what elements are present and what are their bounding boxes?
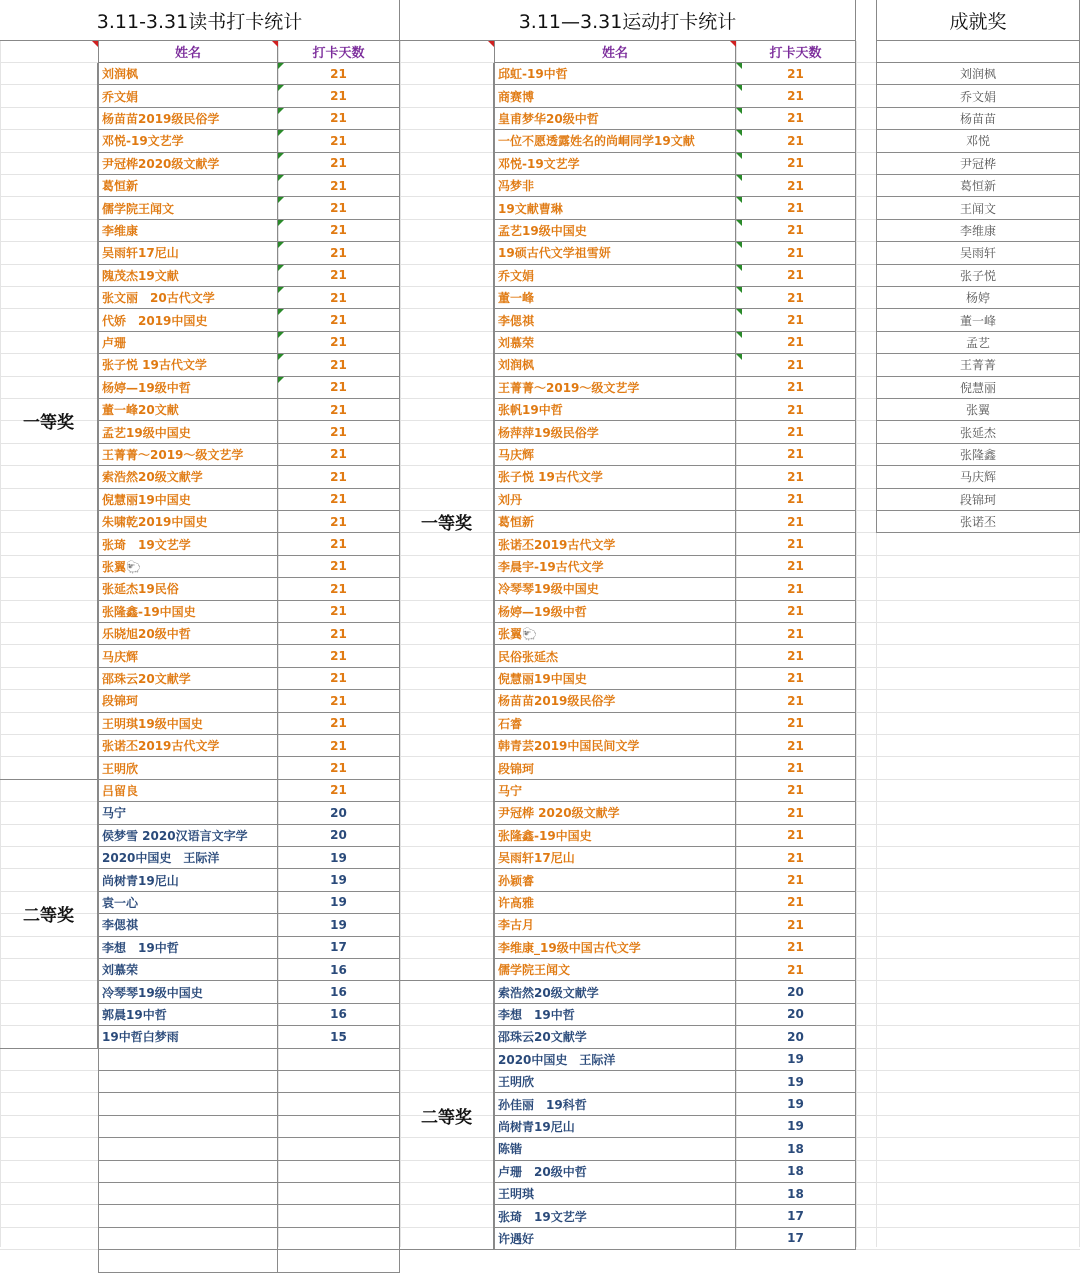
reading-days-cell: 21 [278, 780, 400, 802]
achievement-name-cell: 孟艺 [876, 332, 1080, 354]
reading-days-cell: 21 [278, 690, 400, 712]
sports-name-header: 姓名 [494, 41, 736, 63]
sports-name-cell: 韩青芸2019中国民间文学 [494, 735, 736, 757]
reading-days-cell: 16 [278, 959, 400, 981]
sports-days-cell: 21 [736, 444, 856, 466]
reading-name-cell: 倪慧丽19中国史 [98, 489, 278, 511]
sports-name-cell: 吴雨轩17尼山 [494, 847, 736, 869]
reading-name-cell: 2020中国史 王际洋 [98, 847, 278, 869]
sports-name-cell: 马庆辉 [494, 444, 736, 466]
reading-days-cell: 21 [278, 242, 400, 264]
reading-days-cell: 16 [278, 1004, 400, 1026]
cell-marker [736, 63, 742, 69]
reading-days-cell: 21 [278, 601, 400, 623]
reading-days-cell: 19 [278, 914, 400, 936]
reading-days-cell: 21 [278, 444, 400, 466]
reading-days-cell: 21 [278, 63, 400, 85]
sports-days-cell: 21 [736, 892, 856, 914]
sports-name-cell: 段锦珂 [494, 757, 736, 779]
sports-name-cell: 2020中国史 王际洋 [494, 1049, 736, 1071]
sports-name-cell: 杨萍萍19级民俗学 [494, 421, 736, 443]
sports-name-cell: 皇甫梦华20级中哲 [494, 108, 736, 130]
cell-marker [278, 309, 284, 315]
sports-days-cell: 21 [736, 265, 856, 287]
sports-days-cell: 21 [736, 197, 856, 219]
achievement-name-cell: 葛恒新 [876, 175, 1080, 197]
reading-days-cell: 21 [278, 309, 400, 331]
reading-name-cell: 邓悦-19文艺学 [98, 130, 278, 152]
sports-name-cell: 刘慕荣 [494, 332, 736, 354]
sports-name-cell: 19文献曹琳 [494, 197, 736, 219]
sports-name-cell: 19硕古代文学祖雪妍 [494, 242, 736, 264]
sports-days-cell: 19 [736, 1093, 856, 1115]
reading-name-cell [98, 1138, 278, 1160]
reading-name-cell: 隗茂杰19文献 [98, 265, 278, 287]
cell-marker [736, 197, 742, 203]
achievement-name-cell: 马庆辉 [876, 466, 1080, 488]
reading-title: 3.11-3.31读书打卡统计 [0, 0, 400, 41]
achievement-name-cell: 董一峰 [876, 309, 1080, 331]
cell-marker [278, 287, 284, 293]
achievement-name-cell: 张延杰 [876, 421, 1080, 443]
sports-days-cell: 21 [736, 175, 856, 197]
reading-name-cell: 乐晓旭20级中哲 [98, 623, 278, 645]
reading-days-cell: 21 [278, 220, 400, 242]
reading-name-cell: 张琦 19文艺学 [98, 533, 278, 555]
cell-marker [278, 377, 284, 383]
sports-name-cell: 葛恒新 [494, 511, 736, 533]
reading-days-cell: 20 [278, 802, 400, 824]
reading-name-cell: 杨苗苗2019级民俗学 [98, 108, 278, 130]
reading-name-cell: 王菁菁～2019～级文艺学 [98, 444, 278, 466]
reading-days-cell: 19 [278, 869, 400, 891]
sports-days-cell: 19 [736, 1071, 856, 1093]
sports-name-cell: 李古月 [494, 914, 736, 936]
cell-marker [278, 153, 284, 159]
reading-name-cell: 19中哲白梦雨 [98, 1026, 278, 1048]
sports-name-cell: 孙颖睿 [494, 869, 736, 891]
sports-days-cell: 21 [736, 130, 856, 152]
reading-days-cell: 21 [278, 377, 400, 399]
achievement-name-cell: 乔文娟 [876, 85, 1080, 107]
sports-name-cell: 王菁菁～2019～级文艺学 [494, 377, 736, 399]
sports-name-cell: 邱虹-19中哲 [494, 63, 736, 85]
reading-days-cell: 21 [278, 421, 400, 443]
cell-marker [736, 354, 742, 360]
cell-marker [736, 175, 742, 181]
achievement-header-spacer [876, 41, 1080, 63]
achievement-name-cell: 杨婷 [876, 287, 1080, 309]
sports-days-cell: 20 [736, 981, 856, 1003]
achievement-name-cell: 刘润枫 [876, 63, 1080, 85]
sports-days-cell: 21 [736, 489, 856, 511]
sports-name-cell: 董一峰 [494, 287, 736, 309]
reading-days-cell: 21 [278, 668, 400, 690]
reading-name-cell: 吴雨轩17尼山 [98, 242, 278, 264]
reading-days-cell [278, 1138, 400, 1160]
sports-name-cell: 倪慧丽19中国史 [494, 668, 736, 690]
sports-days-cell: 21 [736, 220, 856, 242]
reading-name-cell: 刘慕荣 [98, 959, 278, 981]
reading-name-cell: 孟艺19级中国史 [98, 421, 278, 443]
achievement-name-cell: 王闻文 [876, 197, 1080, 219]
reading-name-cell [98, 1049, 278, 1071]
sports-days-cell: 21 [736, 914, 856, 936]
reading-name-header: 姓名 [98, 41, 278, 63]
reading-days-cell: 21 [278, 153, 400, 175]
sports-name-cell: 李偲祺 [494, 309, 736, 331]
sports-name-cell: 邓悦-19文艺学 [494, 153, 736, 175]
cell-marker [736, 220, 742, 226]
reading-days-cell: 21 [278, 533, 400, 555]
cell-marker [736, 85, 742, 91]
sports-name-cell: 卢珊 20级中哲 [494, 1161, 736, 1183]
reading-name-cell: 杨婷—19级中哲 [98, 377, 278, 399]
cell-marker [278, 220, 284, 226]
sports-days-cell: 21 [736, 354, 856, 376]
reading-name-cell: 张诺丕2019古代文学 [98, 735, 278, 757]
sports-days-cell: 18 [736, 1183, 856, 1205]
reading-days-cell: 19 [278, 847, 400, 869]
reading-days-header: 打卡天数 [278, 41, 400, 63]
cell-marker [278, 197, 284, 203]
sports-title: 3.11—3.31运动打卡统计 [400, 0, 856, 41]
reading-days-cell: 21 [278, 757, 400, 779]
reading-days-cell: 21 [278, 265, 400, 287]
sports-days-cell: 21 [736, 85, 856, 107]
reading-name-cell: 袁一心 [98, 892, 278, 914]
reading-name-cell [98, 1183, 278, 1205]
sports-days-cell: 21 [736, 713, 856, 735]
reading-name-cell: 王明欣 [98, 757, 278, 779]
achievement-name-cell: 杨苗苗 [876, 108, 1080, 130]
reading-days-cell [278, 1205, 400, 1227]
achievement-name-cell: 吴雨轩 [876, 242, 1080, 264]
reading-name-cell [98, 1205, 278, 1227]
reading-days-cell [278, 1049, 400, 1071]
reading-days-cell: 21 [278, 130, 400, 152]
sports-days-cell: 21 [736, 242, 856, 264]
sports-days-cell: 21 [736, 869, 856, 891]
reading-name-cell: 王明琪19级中国史 [98, 713, 278, 735]
reading-name-cell: 卢珊 [98, 332, 278, 354]
cell-marker [278, 175, 284, 181]
reading-days-cell: 21 [278, 354, 400, 376]
reading-name-cell: 马宁 [98, 802, 278, 824]
cell-marker [278, 130, 284, 136]
reading-days-cell: 21 [278, 578, 400, 600]
sports-days-cell: 21 [736, 153, 856, 175]
sports-name-cell: 冷琴琴19级中国史 [494, 578, 736, 600]
cell-marker [736, 108, 742, 114]
reading-days-cell [278, 1250, 400, 1272]
reading-award-first: 一等奖 [0, 63, 98, 780]
reading-days-cell: 21 [278, 713, 400, 735]
reading-days-cell: 21 [278, 511, 400, 533]
reading-days-cell [278, 1116, 400, 1138]
cell-marker [736, 130, 742, 136]
achievement-name-cell: 张诺丕 [876, 511, 1080, 533]
reading-name-cell [98, 1250, 278, 1272]
reading-name-cell: 马庆辉 [98, 645, 278, 667]
reading-name-cell [98, 1071, 278, 1093]
sports-days-cell: 21 [736, 825, 856, 847]
reading-name-cell: 乔文娟 [98, 85, 278, 107]
reading-days-cell: 21 [278, 399, 400, 421]
reading-days-cell: 15 [278, 1026, 400, 1048]
sports-days-cell: 21 [736, 780, 856, 802]
reading-days-cell: 16 [278, 981, 400, 1003]
sports-name-cell: 孙佳丽 19科哲 [494, 1093, 736, 1115]
sports-name-cell: 石睿 [494, 713, 736, 735]
sports-days-cell: 21 [736, 645, 856, 667]
sports-award-first: 一等奖 [400, 63, 494, 981]
cell-marker [736, 332, 742, 338]
sports-days-cell: 17 [736, 1205, 856, 1227]
cell-marker [278, 85, 284, 91]
sports-days-cell: 21 [736, 668, 856, 690]
sports-name-cell: 刘丹 [494, 489, 736, 511]
reading-days-cell: 21 [278, 197, 400, 219]
comment-marker [92, 41, 98, 47]
grid-column [856, 41, 857, 1247]
sports-days-cell: 18 [736, 1138, 856, 1160]
sports-days-cell: 21 [736, 578, 856, 600]
sports-name-cell: 许遇好 [494, 1228, 736, 1250]
sports-name-cell: 冯梦非 [494, 175, 736, 197]
reading-days-cell [278, 1071, 400, 1093]
sports-days-cell: 21 [736, 332, 856, 354]
sports-name-cell: 杨婷—19级中哲 [494, 601, 736, 623]
cell-marker [278, 108, 284, 114]
reading-days-cell: 21 [278, 556, 400, 578]
cell-marker [278, 63, 284, 69]
cell-marker [278, 242, 284, 248]
cell-marker [736, 153, 742, 159]
sports-name-cell: 张帆19中哲 [494, 399, 736, 421]
achievement-name-cell: 倪慧丽 [876, 377, 1080, 399]
comment-marker [730, 41, 736, 47]
sports-name-cell: 李晨宇-19古代文学 [494, 556, 736, 578]
sports-name-cell: 王明琪 [494, 1183, 736, 1205]
reading-name-cell: 董一峰20文献 [98, 399, 278, 421]
cell-marker [736, 242, 742, 248]
achievement-name-cell: 尹冠桦 [876, 153, 1080, 175]
sports-name-cell: 孟艺19级中国史 [494, 220, 736, 242]
sports-name-cell: 儒学院王闻文 [494, 959, 736, 981]
sports-days-cell: 21 [736, 309, 856, 331]
sports-days-cell: 19 [736, 1049, 856, 1071]
reading-name-cell: 代娇 2019中国史 [98, 309, 278, 331]
sports-days-cell: 21 [736, 556, 856, 578]
sports-days-cell: 19 [736, 1116, 856, 1138]
sports-name-cell: 张隆鑫-19中国史 [494, 825, 736, 847]
reading-name-cell [98, 1093, 278, 1115]
sports-days-cell: 21 [736, 690, 856, 712]
sports-name-cell: 尹冠桦 2020级文献学 [494, 802, 736, 824]
comment-marker [488, 41, 494, 47]
reading-days-cell: 21 [278, 645, 400, 667]
reading-name-cell: 张子悦 19古代文学 [98, 354, 278, 376]
reading-days-cell: 21 [278, 287, 400, 309]
achievement-name-cell: 王菁菁 [876, 354, 1080, 376]
comment-marker [272, 41, 278, 47]
cell-marker [278, 265, 284, 271]
sports-name-cell: 张诺丕2019古代文学 [494, 533, 736, 555]
sports-name-cell: 张子悦 19古代文学 [494, 466, 736, 488]
sports-days-cell: 21 [736, 847, 856, 869]
cell-marker [736, 265, 742, 271]
sports-days-cell: 21 [736, 63, 856, 85]
sports-days-cell: 21 [736, 533, 856, 555]
achievement-name-cell: 张隆鑫 [876, 444, 1080, 466]
reading-name-cell: 索浩然20级文献学 [98, 466, 278, 488]
sports-award-second: 二等奖 [400, 981, 494, 1250]
reading-name-cell: 吕留良 [98, 780, 278, 802]
reading-name-cell: 张延杰19民俗 [98, 578, 278, 600]
reading-name-cell: 李想 19中哲 [98, 937, 278, 959]
reading-name-cell: 张文丽 20古代文学 [98, 287, 278, 309]
sports-name-cell: 马宁 [494, 780, 736, 802]
reading-days-cell [278, 1183, 400, 1205]
achievement-name-cell: 李维康 [876, 220, 1080, 242]
sports-name-cell: 民俗张延杰 [494, 645, 736, 667]
cell-marker [278, 354, 284, 360]
sports-days-cell: 21 [736, 287, 856, 309]
sports-days-cell: 21 [736, 466, 856, 488]
sports-name-cell: 尚树青19尼山 [494, 1116, 736, 1138]
sports-days-cell: 21 [736, 399, 856, 421]
reading-days-cell [278, 1093, 400, 1115]
sports-days-cell: 21 [736, 757, 856, 779]
sports-days-cell: 21 [736, 959, 856, 981]
achievement-name-cell: 段锦珂 [876, 489, 1080, 511]
reading-name-cell: 邵珠云20文献学 [98, 668, 278, 690]
sports-days-cell: 21 [736, 802, 856, 824]
cell-marker [736, 309, 742, 315]
sports-name-cell: 乔文娟 [494, 265, 736, 287]
sports-name-cell: 刘润枫 [494, 354, 736, 376]
reading-name-cell: 段锦珂 [98, 690, 278, 712]
cell-marker [278, 332, 284, 338]
sports-days-cell: 21 [736, 511, 856, 533]
reading-days-cell: 21 [278, 623, 400, 645]
reading-name-cell: 尚树青19尼山 [98, 869, 278, 891]
sports-days-cell: 20 [736, 1026, 856, 1048]
sports-days-cell: 18 [736, 1161, 856, 1183]
reading-name-cell [98, 1161, 278, 1183]
reading-name-cell: 张隆鑫-19中国史 [98, 601, 278, 623]
sports-name-cell: 索浩然20级文献学 [494, 981, 736, 1003]
sports-name-cell: 王明欣 [494, 1071, 736, 1093]
reading-days-cell: 21 [278, 466, 400, 488]
reading-name-cell: 朱啸乾2019中国史 [98, 511, 278, 533]
reading-days-cell: 21 [278, 735, 400, 757]
sports-name-cell: 邵珠云20文献学 [494, 1026, 736, 1048]
sports-name-cell: 张琦 19文艺学 [494, 1205, 736, 1227]
reading-name-cell: 冷琴琴19级中国史 [98, 981, 278, 1003]
reading-name-cell: 郭晨19中哲 [98, 1004, 278, 1026]
sports-days-cell: 17 [736, 1228, 856, 1250]
reading-days-cell: 21 [278, 489, 400, 511]
achievement-name-cell: 张子悦 [876, 265, 1080, 287]
reading-days-cell: 21 [278, 108, 400, 130]
achievement-name-cell: 邓悦 [876, 130, 1080, 152]
sports-days-cell: 21 [736, 108, 856, 130]
sports-days-cell: 21 [736, 735, 856, 757]
sports-name-cell: 张翼🐑 [494, 623, 736, 645]
sports-days-cell: 21 [736, 623, 856, 645]
reading-name-cell: 葛恒新 [98, 175, 278, 197]
sports-name-cell: 李想 19中哲 [494, 1004, 736, 1026]
sports-name-cell: 商赛博 [494, 85, 736, 107]
reading-name-cell: 李偲祺 [98, 914, 278, 936]
cell-marker [736, 287, 742, 293]
achievement-title: 成就奖 [876, 0, 1080, 41]
reading-days-cell: 17 [278, 937, 400, 959]
sports-name-cell: 杨苗苗2019级民俗学 [494, 690, 736, 712]
reading-days-cell: 21 [278, 175, 400, 197]
sports-days-cell: 20 [736, 1004, 856, 1026]
reading-name-cell: 李维康 [98, 220, 278, 242]
sports-days-cell: 21 [736, 937, 856, 959]
sports-name-cell: 陈锴 [494, 1138, 736, 1160]
sports-name-cell: 一位不愿透露姓名的尚峒同学19文献 [494, 130, 736, 152]
reading-days-cell: 19 [278, 892, 400, 914]
reading-name-cell: 刘润枫 [98, 63, 278, 85]
reading-name-cell: 尹冠桦2020级文献学 [98, 153, 278, 175]
sports-days-cell: 21 [736, 377, 856, 399]
reading-days-cell: 21 [278, 85, 400, 107]
sports-days-header: 打卡天数 [736, 41, 856, 63]
reading-days-cell [278, 1161, 400, 1183]
sports-days-cell: 21 [736, 601, 856, 623]
reading-days-cell: 21 [278, 332, 400, 354]
reading-award-second: 二等奖 [0, 780, 98, 1049]
sports-name-cell: 许高雅 [494, 892, 736, 914]
reading-name-cell: 张翼🐑 [98, 556, 278, 578]
reading-days-cell: 20 [278, 825, 400, 847]
reading-name-cell [98, 1116, 278, 1138]
reading-name-cell: 侯梦雪 2020汉语言文字学 [98, 825, 278, 847]
achievement-name-cell: 张翼 [876, 399, 1080, 421]
sports-days-cell: 21 [736, 421, 856, 443]
reading-name-cell: 儒学院王闻文 [98, 197, 278, 219]
sports-name-cell: 李维康_19级中国古代文学 [494, 937, 736, 959]
